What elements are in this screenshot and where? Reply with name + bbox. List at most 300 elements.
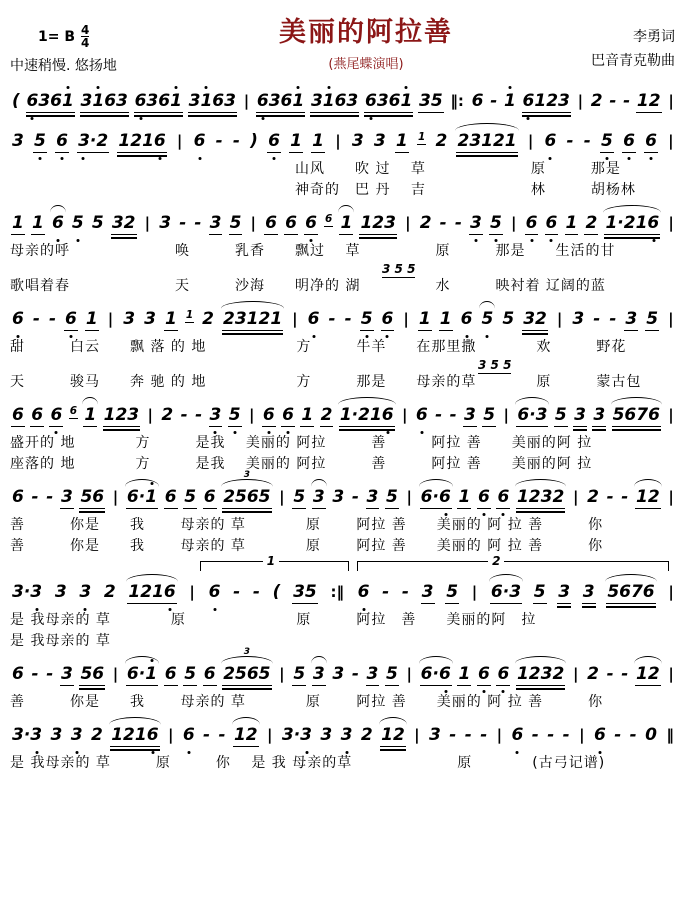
- note-text: |: [471, 583, 478, 601]
- note-token: [46, 666, 53, 683]
- slur-arc: [125, 479, 159, 487]
- note-text: 1: [439, 309, 452, 329]
- note-text: 3163: [80, 91, 128, 111]
- note-token: [209, 584, 221, 601]
- note-token: [194, 133, 206, 150]
- note-text: 5676: [607, 582, 655, 602]
- note-token: [563, 727, 570, 744]
- octave-dot-below: [482, 513, 485, 516]
- note-text: 2: [585, 213, 598, 233]
- note-token: [290, 133, 302, 150]
- note-text: 3: [12, 131, 24, 151]
- note-token: [273, 584, 281, 601]
- note-token: [435, 133, 447, 150]
- note-text: (: [12, 91, 20, 111]
- barline: [668, 94, 673, 109]
- octave-dot-below: [60, 157, 63, 160]
- note-text: 5: [360, 309, 373, 329]
- octave-dot-below: [387, 431, 390, 434]
- note-text: -: [547, 725, 555, 745]
- note-token: [341, 727, 353, 744]
- octave-dot-above: [97, 86, 100, 89]
- note-text: -: [490, 91, 498, 111]
- note-text: 6: [265, 213, 277, 233]
- music-system-2: [10, 121, 677, 201]
- note-token: [33, 311, 40, 328]
- octave-dot-below: [652, 239, 655, 242]
- note-text: |: [167, 726, 174, 744]
- note-text: 1: [565, 213, 578, 233]
- note-text: -: [32, 309, 40, 329]
- note-text: 6: [51, 213, 64, 233]
- note-text: 6123: [522, 91, 570, 111]
- note-token: [382, 584, 389, 601]
- note-text: -: [46, 664, 54, 684]
- slur-arc: [605, 574, 656, 582]
- note-token: [555, 407, 567, 424]
- note-text: 6: [203, 664, 216, 684]
- note-text: 5: [228, 405, 241, 425]
- octave-dot-below: [502, 513, 505, 516]
- octave-dot-below: [36, 751, 39, 754]
- note-text: -: [621, 487, 629, 507]
- note-token: [621, 666, 628, 683]
- note-text: 3: [464, 405, 476, 425]
- note-token: [534, 584, 546, 601]
- octave-dot-below: [69, 335, 72, 338]
- octave-dot-below: [465, 335, 468, 338]
- note-text: 6: [645, 131, 657, 151]
- notation-line: [10, 81, 677, 119]
- barline: [528, 134, 533, 149]
- note-text: 2: [202, 309, 214, 329]
- octave-dot-below: [84, 608, 87, 611]
- note-token: [144, 311, 156, 328]
- music-system-4: [10, 299, 677, 393]
- note-text: 5: [554, 405, 567, 425]
- note-text: 2: [435, 131, 448, 151]
- note-token: [365, 93, 412, 110]
- note-token: [614, 727, 621, 744]
- note-text: 1·216: [339, 405, 394, 425]
- note-token: [532, 727, 539, 744]
- octave-dot-below: [444, 513, 447, 516]
- note-token: [457, 133, 516, 150]
- note-text: 5: [229, 213, 242, 233]
- note-token: [585, 215, 597, 232]
- note-token: [282, 727, 312, 744]
- note-token: [386, 489, 398, 506]
- slur-arc: [515, 479, 566, 487]
- note-token: [374, 133, 386, 150]
- lyric-line: 座落的 地 方 是我 美丽的 阿拉 善 阿拉 善 美丽的阿 拉: [10, 456, 593, 472]
- note-token: [204, 489, 216, 506]
- note-text: |: [527, 132, 534, 150]
- note-token: [12, 133, 24, 150]
- note-token: [480, 727, 487, 744]
- notation-line: [10, 715, 677, 753]
- note-text: -: [179, 213, 187, 233]
- note-text: -: [480, 725, 488, 745]
- note-token: [263, 407, 275, 424]
- note-text: -: [566, 131, 574, 151]
- octave-dot-below: [650, 157, 653, 160]
- barline: [578, 94, 583, 109]
- lyric-line: 善 你是 我 母亲的 草 原 阿拉 善 美丽的 阿 拉 善 你: [10, 694, 604, 710]
- octave-dot-below: [187, 751, 190, 754]
- note-token: [61, 489, 73, 506]
- note-text: |: [577, 92, 584, 110]
- note-text: -: [203, 725, 211, 745]
- octave-dot-below: [482, 690, 485, 693]
- note-text: -: [449, 405, 457, 425]
- note-token: [12, 311, 24, 328]
- note-token: [381, 727, 405, 744]
- note-text: 5: [184, 487, 197, 507]
- note-text: 3: [209, 405, 222, 425]
- note-token: [512, 727, 524, 744]
- note-text: |: [414, 726, 420, 744]
- note-token: [184, 489, 196, 506]
- note-token: [112, 215, 136, 232]
- note-text: -: [233, 582, 241, 602]
- note-token: [332, 489, 344, 506]
- time-signature-denominator: 4: [81, 36, 90, 50]
- note-text: -: [180, 405, 188, 425]
- note-text: 12: [381, 725, 405, 745]
- note-token: [34, 133, 46, 150]
- note-text: |: [405, 214, 411, 232]
- slur-arc: [419, 479, 453, 487]
- slur-arc: [311, 479, 327, 487]
- notation-line: [10, 395, 677, 433]
- note-text: 6: [415, 405, 428, 425]
- note-text: |: [668, 214, 674, 232]
- note-text: 1: [503, 91, 516, 111]
- volta-label: 1: [263, 554, 279, 568]
- note-token: [630, 727, 637, 744]
- note-text: |: [406, 665, 413, 683]
- note-text: |: [668, 665, 674, 683]
- note-token: [61, 666, 73, 683]
- barline: [330, 585, 344, 600]
- note-text: 6: [497, 664, 510, 684]
- note-text: -: [46, 487, 54, 507]
- grace-note: [418, 133, 425, 150]
- note-token: [308, 311, 320, 328]
- barline: [402, 408, 407, 423]
- note-text: 6: [545, 213, 558, 233]
- note-token: [305, 215, 317, 232]
- notation-line: [10, 121, 677, 159]
- note-text: 6: [282, 405, 294, 425]
- note-token: [12, 727, 42, 744]
- note-token: [165, 489, 177, 506]
- note-text: 35: [293, 582, 317, 602]
- note-text: |: [279, 488, 285, 506]
- note-token: [361, 311, 373, 328]
- note-text: 6: [477, 487, 490, 507]
- note-text: 23121: [223, 309, 283, 329]
- note-text: 5: [293, 487, 306, 507]
- note-text: |: [112, 665, 119, 683]
- note-token: [449, 727, 456, 744]
- note-token: [312, 133, 324, 150]
- note-text: |: [668, 310, 674, 328]
- note-token: [440, 215, 447, 232]
- note-token: [481, 311, 493, 328]
- note-text: 5: [533, 582, 546, 602]
- note-token: [429, 727, 441, 744]
- note-text: |: [335, 132, 341, 150]
- slur-arc: [634, 479, 662, 487]
- note-token: [81, 93, 128, 110]
- note-text: -: [382, 582, 390, 602]
- notation-line: [10, 203, 677, 241]
- volta-bracket: [200, 554, 349, 571]
- note-text: 6: [56, 131, 68, 151]
- volta-brackets: [10, 554, 677, 572]
- note-text: ‖:: [450, 92, 464, 110]
- note-token: [491, 584, 521, 601]
- octave-dot-below: [38, 157, 41, 160]
- note-token: [367, 666, 379, 683]
- octave-dot-below: [365, 335, 368, 338]
- note-text: 3: [572, 309, 585, 329]
- note-token: [435, 407, 442, 424]
- barline: [244, 94, 249, 109]
- note-text: 6·3: [490, 582, 522, 602]
- note-text: -: [623, 91, 631, 111]
- note-token: [593, 407, 605, 424]
- octave-dot-below: [486, 335, 489, 338]
- note-text: 1: [31, 213, 44, 233]
- note-text: 6: [497, 487, 510, 507]
- note-token: [497, 666, 509, 683]
- note-text: 3: [54, 582, 67, 602]
- note-token: [183, 727, 195, 744]
- note-token: [446, 584, 458, 601]
- octave-dot-above: [205, 86, 208, 89]
- barline: [249, 408, 254, 423]
- note-token: [293, 489, 305, 506]
- note-token: [12, 215, 24, 232]
- note-text: 1·216: [605, 213, 660, 233]
- note-token: [402, 584, 409, 601]
- note-token: [416, 407, 428, 424]
- note-text: 6: [623, 131, 635, 151]
- note-text: |: [243, 92, 250, 110]
- note-text: 5: [646, 309, 659, 329]
- note-token: [517, 666, 564, 683]
- octave-dot-below: [16, 335, 19, 338]
- note-text: 3163: [310, 91, 359, 111]
- note-token: [233, 584, 240, 601]
- alternate-notes-line: [10, 358, 677, 372]
- lyric-line: 是 我母亲的 草: [10, 633, 111, 649]
- note-token: [546, 215, 558, 232]
- slur-arc: [221, 479, 272, 487]
- notation-line: [10, 572, 677, 610]
- time-signature-numerator: 4: [81, 23, 90, 37]
- octave-dot-below: [213, 608, 216, 611]
- note-token: [219, 727, 226, 744]
- note-text: 2: [360, 725, 373, 745]
- note-token: [440, 311, 452, 328]
- note-token: [320, 727, 332, 744]
- note-text: |: [579, 726, 585, 744]
- note-text: |: [107, 310, 114, 328]
- note-text: -: [609, 309, 617, 329]
- note-token: [313, 666, 325, 683]
- note-text: -: [454, 213, 462, 233]
- note-text: 6: [65, 309, 77, 329]
- note-token: [523, 93, 570, 110]
- slur-arc: [479, 301, 495, 309]
- note-text: 3: [582, 582, 595, 602]
- triplet-number: 3: [243, 470, 250, 480]
- note-text: -: [232, 131, 240, 151]
- note-text: |: [403, 310, 409, 328]
- note-text: |: [279, 665, 285, 683]
- note-text: 1: [340, 213, 353, 233]
- note-token: [601, 133, 613, 150]
- note-text: -: [439, 213, 447, 233]
- note-token: [104, 407, 140, 424]
- note-token: [194, 215, 201, 232]
- note-token: [623, 133, 635, 150]
- song-title: 美丽的阿拉善: [279, 17, 453, 48]
- note-text: 6: [285, 213, 297, 233]
- note-token: [12, 489, 24, 506]
- alt-notes: 3 5 5: [478, 358, 512, 372]
- note-text: 3: [593, 405, 606, 425]
- barline: [497, 728, 502, 743]
- note-text: 3: [558, 582, 571, 602]
- barline: [573, 667, 578, 682]
- note-text: 1: [85, 309, 98, 329]
- note-token: [558, 584, 570, 601]
- note-text: -: [351, 487, 359, 507]
- note-token: [583, 584, 595, 601]
- note-token: [49, 311, 56, 328]
- note-text: ): [250, 131, 258, 151]
- note-token: [574, 407, 586, 424]
- octave-dot-below: [55, 431, 58, 434]
- note-token: [340, 407, 394, 424]
- note-token: [111, 727, 158, 744]
- note-token: [593, 311, 600, 328]
- note-token: [636, 666, 660, 683]
- slur-arc: [455, 123, 518, 131]
- note-text: -: [328, 309, 336, 329]
- barline: [557, 312, 562, 327]
- note-text: -: [351, 664, 359, 684]
- note-token: [268, 133, 280, 150]
- note-token: [465, 727, 472, 744]
- note-token: [517, 489, 564, 506]
- note-text: -: [562, 725, 570, 745]
- note-token: [223, 647, 271, 684]
- slur-arc: [515, 397, 549, 405]
- note-token: [461, 311, 473, 328]
- note-token: [31, 407, 43, 424]
- slur-arc: [221, 301, 284, 309]
- note-text: 3: [123, 309, 136, 329]
- note-text: 6: [208, 582, 221, 602]
- note-text: 6: [50, 405, 63, 425]
- note-token: [104, 584, 116, 601]
- note-token: [118, 133, 165, 150]
- note-text: 123: [360, 213, 396, 233]
- note-text: 6: [593, 725, 606, 745]
- note-token: [478, 666, 490, 683]
- octave-dot-below: [386, 335, 389, 338]
- note-text: 12: [233, 725, 258, 745]
- note-token: [135, 93, 182, 110]
- performer-subtitle: (燕尾蝶演唱): [328, 57, 404, 72]
- lyric-line: 神奇的 巴 丹 吉 林 胡杨林: [10, 182, 636, 198]
- note-token: [80, 666, 104, 683]
- triplet-number: 3: [243, 647, 250, 657]
- slur-arc: [126, 574, 177, 582]
- note-token: [12, 584, 42, 601]
- note-text: 5: [386, 487, 398, 507]
- note-token: [321, 407, 333, 424]
- note-token: [86, 311, 98, 328]
- note-text: 3·2: [78, 131, 109, 151]
- slur-arc: [50, 205, 66, 213]
- note-text: |: [144, 214, 151, 232]
- note-text: |: [189, 583, 195, 601]
- note-token: [396, 133, 408, 150]
- barline: [579, 728, 584, 743]
- note-token: [92, 215, 104, 232]
- note-text: 6361: [364, 91, 413, 111]
- octave-dot-above: [175, 86, 178, 89]
- note-token: [605, 215, 659, 232]
- note-token: [367, 489, 379, 506]
- note-text: |: [668, 488, 674, 506]
- note-text: 1232: [516, 487, 565, 507]
- music-system-6: [10, 470, 677, 557]
- note-text: 3: [159, 213, 172, 233]
- music-system-1: [10, 81, 677, 119]
- note-text: 0: [645, 725, 657, 745]
- barline: [168, 728, 173, 743]
- barline: [251, 216, 256, 231]
- octave-dot-below: [362, 608, 365, 611]
- credits-block: [547, 10, 677, 74]
- note-text: 6: [357, 582, 370, 602]
- note-text: |: [496, 726, 503, 744]
- note-token: [421, 666, 451, 683]
- note-token: [591, 93, 603, 110]
- note-token: [358, 584, 370, 601]
- note-text: 5: [386, 664, 398, 684]
- note-text: 2: [587, 664, 599, 684]
- note-token: [181, 407, 188, 424]
- note-token: [490, 93, 497, 110]
- note-text: 5: [71, 213, 84, 233]
- note-token: [567, 133, 574, 150]
- barline: [668, 585, 673, 600]
- note-text: 5: [502, 309, 515, 329]
- barline: [113, 667, 118, 682]
- slur-arc: [603, 205, 661, 213]
- note-token: [361, 727, 373, 744]
- note-token: [478, 489, 490, 506]
